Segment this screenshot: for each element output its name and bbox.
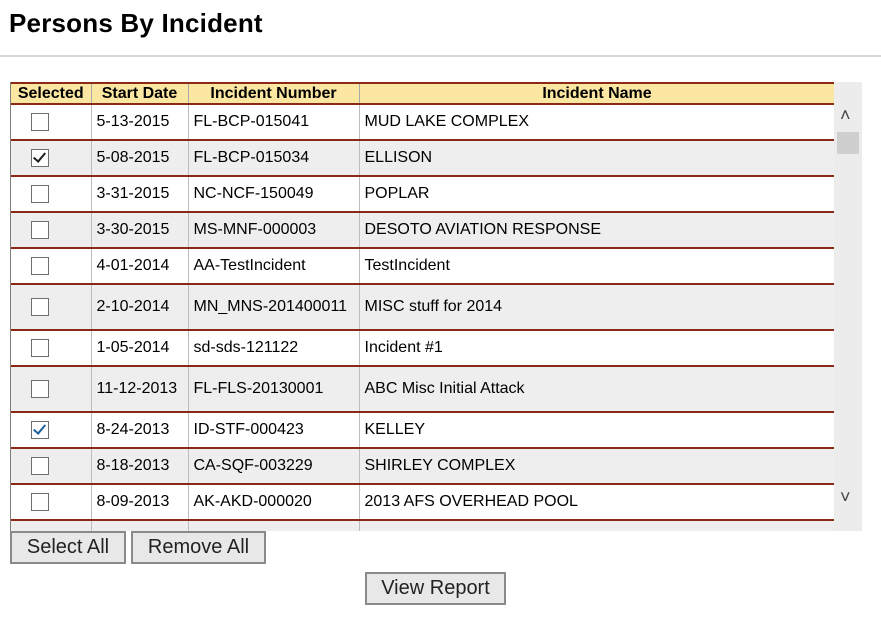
row-select-checkbox[interactable] [31,257,49,275]
selected-cell [11,140,91,176]
incident-name-cell: ABC Misc Initial Attack [359,366,835,412]
selected-cell [11,448,91,484]
incident-number-cell: FL-BCP-015034 [188,140,359,176]
start-date-cell: 2-10-2014 [91,284,188,330]
table-row[interactable] [11,484,835,520]
empty-cell [91,520,188,531]
page-title: Persons By Incident [9,8,263,38]
scrollbar-thumb[interactable] [837,132,859,154]
row-select-checkbox[interactable] [31,185,49,203]
incident-name-cell: POPLAR [359,176,835,212]
start-date-cell: 8-18-2013 [91,448,188,484]
table-row[interactable] [11,366,835,412]
view-report-button[interactable]: View Report [365,572,506,605]
empty-cell [188,520,359,531]
incident-name-cell: KELLEY [359,412,835,448]
table-row[interactable] [11,140,835,176]
incident-name-cell: Incident #1 [359,330,835,366]
row-select-checkbox[interactable] [31,380,49,398]
selected-cell [11,248,91,284]
incident-number-cell: NC-NCF-150049 [188,176,359,212]
selected-cell [11,520,91,531]
row-select-checkbox[interactable] [31,421,49,439]
start-date-cell: 5-08-2015 [91,140,188,176]
table-row[interactable] [11,248,835,284]
selected-cell [11,104,91,140]
row-select-checkbox[interactable] [31,149,49,167]
remove-all-button[interactable]: Remove All [131,531,266,564]
incident-grid [10,82,862,531]
table-row[interactable] [11,176,835,212]
start-date-cell: 11-12-2013 [91,366,188,412]
column-header-selected[interactable]: Selected [11,83,91,104]
selected-cell [11,330,91,366]
selected-cell [11,366,91,412]
incident-table-viewport [10,82,835,531]
row-select-checkbox[interactable] [31,113,49,131]
table-row-partial [11,520,835,531]
incident-number-cell: sd-sds-121122 [188,330,359,366]
start-date-cell: 3-31-2015 [91,176,188,212]
incident-name-cell: TestIncident [359,248,835,284]
table-row[interactable] [11,104,835,140]
table-row[interactable] [11,330,835,366]
selected-cell [11,176,91,212]
table-row[interactable] [11,212,835,248]
row-select-checkbox[interactable] [31,298,49,316]
select-all-button[interactable]: Select All [10,531,126,564]
start-date-cell: 8-24-2013 [91,412,188,448]
row-select-checkbox[interactable] [31,339,49,357]
title-divider [0,55,881,57]
start-date-cell: 3-30-2015 [91,212,188,248]
row-select-checkbox[interactable] [31,221,49,239]
incident-name-cell: SHIRLEY COMPLEX [359,448,835,484]
column-header-incident-number[interactable]: Incident Number [188,83,359,104]
incident-number-cell: MS-MNF-000003 [188,212,359,248]
table-header-row [11,83,835,104]
incident-name-cell: MUD LAKE COMPLEX [359,104,835,140]
row-select-checkbox[interactable] [31,457,49,475]
incident-number-cell: AA-TestIncident [188,248,359,284]
incident-name-cell: DESOTO AVIATION RESPONSE [359,212,835,248]
incident-table [11,82,835,531]
incident-name-cell: ELLISON [359,140,835,176]
selected-cell [11,284,91,330]
start-date-cell: 4-01-2014 [91,248,188,284]
selected-cell [11,212,91,248]
table-row[interactable] [11,412,835,448]
start-date-cell: 5-13-2015 [91,104,188,140]
incident-number-cell: FL-FLS-20130001 [188,366,359,412]
incident-name-cell: MISC stuff for 2014 [359,284,835,330]
column-header-incident-name[interactable]: Incident Name [359,83,835,104]
selected-cell [11,412,91,448]
table-row[interactable] [11,284,835,330]
incident-number-cell: MN_MNS-201400011 [188,284,359,330]
table-row[interactable] [11,448,835,484]
chevron-up-icon[interactable]: ˄ [840,105,851,125]
selected-cell [11,484,91,520]
column-header-start-date[interactable]: Start Date [91,83,188,104]
chevron-down-icon[interactable]: ˅ [840,487,851,507]
empty-cell [359,520,835,531]
row-select-checkbox[interactable] [31,493,49,511]
start-date-cell: 1-05-2014 [91,330,188,366]
vertical-scrollbar[interactable] [834,82,862,531]
incident-number-cell: ID-STF-000423 [188,412,359,448]
incident-number-cell: AK-AKD-000020 [188,484,359,520]
start-date-cell: 8-09-2013 [91,484,188,520]
incident-name-cell: 2013 AFS OVERHEAD POOL [359,484,835,520]
incident-number-cell: FL-BCP-015041 [188,104,359,140]
incident-number-cell: CA-SQF-003229 [188,448,359,484]
